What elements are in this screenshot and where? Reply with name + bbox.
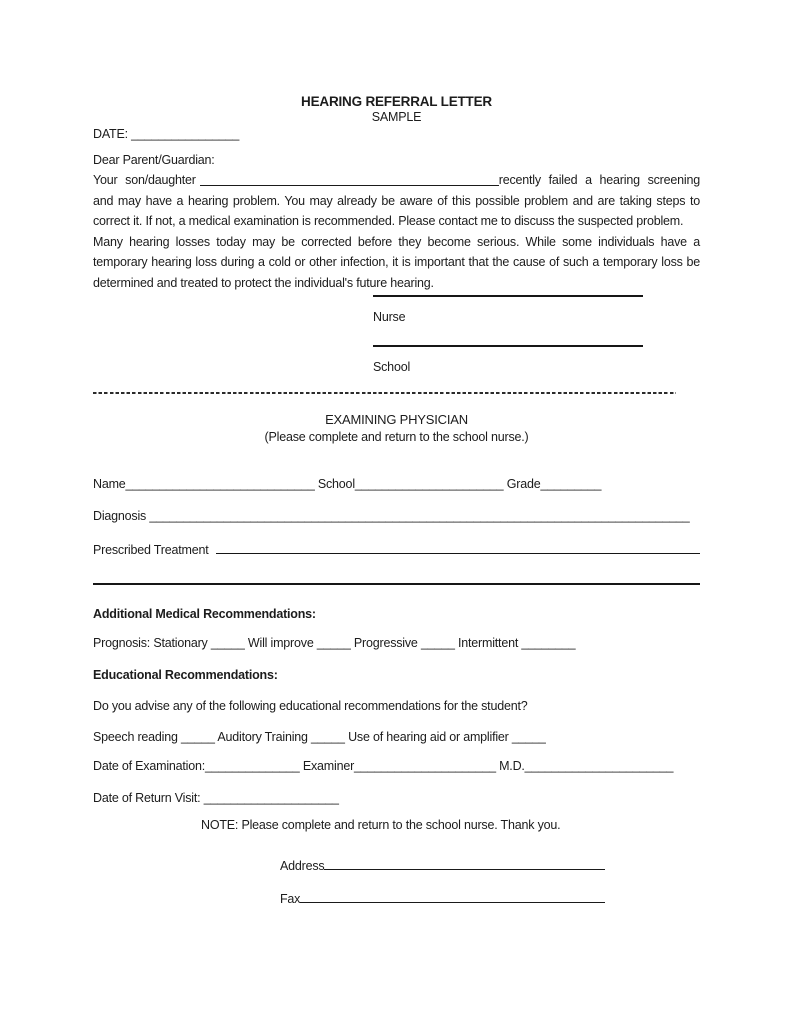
student-name-blank-line [200,174,499,186]
prescribed-treatment-blank-line [216,542,701,554]
paragraph-hearing-loss: Many hearing losses today may be corrected before they become serious. While some individuals have a temporary hearing loss during a cold or other infection, it is important that the cause of such a temporary loss be determined and treated to protect the individual's future hearing. [93,234,700,290]
prescribed-treatment-field [93,542,700,558]
address-label: Address [280,858,325,873]
prescribed-treatment-label: Prescribed Treatment [93,542,209,557]
paragraph-intro-body: recently failed a hearing screening and may have a hearing problem. You may already be aware of this possible problem and are taking steps to correct it. If not, a medical examination is recommended. Please contact me to discuss the suspected problem. [93,173,700,228]
return-visit-field: Date of Return Visit: ____________________ [93,790,339,805]
dashed-separator [93,392,676,394]
return-note: NOTE: Please complete and return to the school nurse. Thank you. [201,817,561,832]
nurse-signature-line [373,295,643,297]
document-subtitle: SAMPLE [371,110,422,124]
date-field: DATE: ________________ [93,127,240,141]
fax-blank-line [300,891,605,903]
nurse-signature-label: Nurse [373,310,406,324]
paragraph-intro [93,170,700,232]
prognosis-fields: Prognosis: Stationary _____ Will improve _____ Progressive _____ Intermittent ________ [93,635,576,650]
educational-option-fields: Speech reading _____ Auditory Training _____ Use of hearing aid or amplifier _____ [93,729,546,744]
address-field [280,858,605,874]
medical-recommendations-heading: Additional Medical Recommendations: [93,606,316,621]
physician-section-heading: EXAMINING PHYSICIAN [325,411,468,427]
educational-recommendations-heading: Educational Recommendations: [93,667,278,682]
fax-label: Fax [280,891,301,906]
diagnosis-field: Diagnosis ________________________________________________________________________________ [93,508,690,523]
name-school-grade-fields: Name____________________________ School______________________ Grade_________ [93,476,602,491]
examination-fields: Date of Examination:______________ Examiner_____________________ M.D.______________________ [93,758,674,773]
school-signature-line [373,345,643,347]
educational-question: Do you advise any of the following educational recommendations for the student? [93,698,528,713]
address-blank-line [324,858,605,870]
school-signature-label: School [373,360,411,374]
paragraph-intro-lead: Your son/daughter [93,173,196,187]
document-title: HEARING REFERRAL LETTER [301,94,492,109]
physician-section-subheading: (Please complete and return to the school nurse.) [264,429,529,444]
fax-field [280,891,605,907]
salutation: Dear Parent/Guardian: [93,153,215,167]
section-divider-rule [93,583,700,585]
signature-block [373,295,643,375]
